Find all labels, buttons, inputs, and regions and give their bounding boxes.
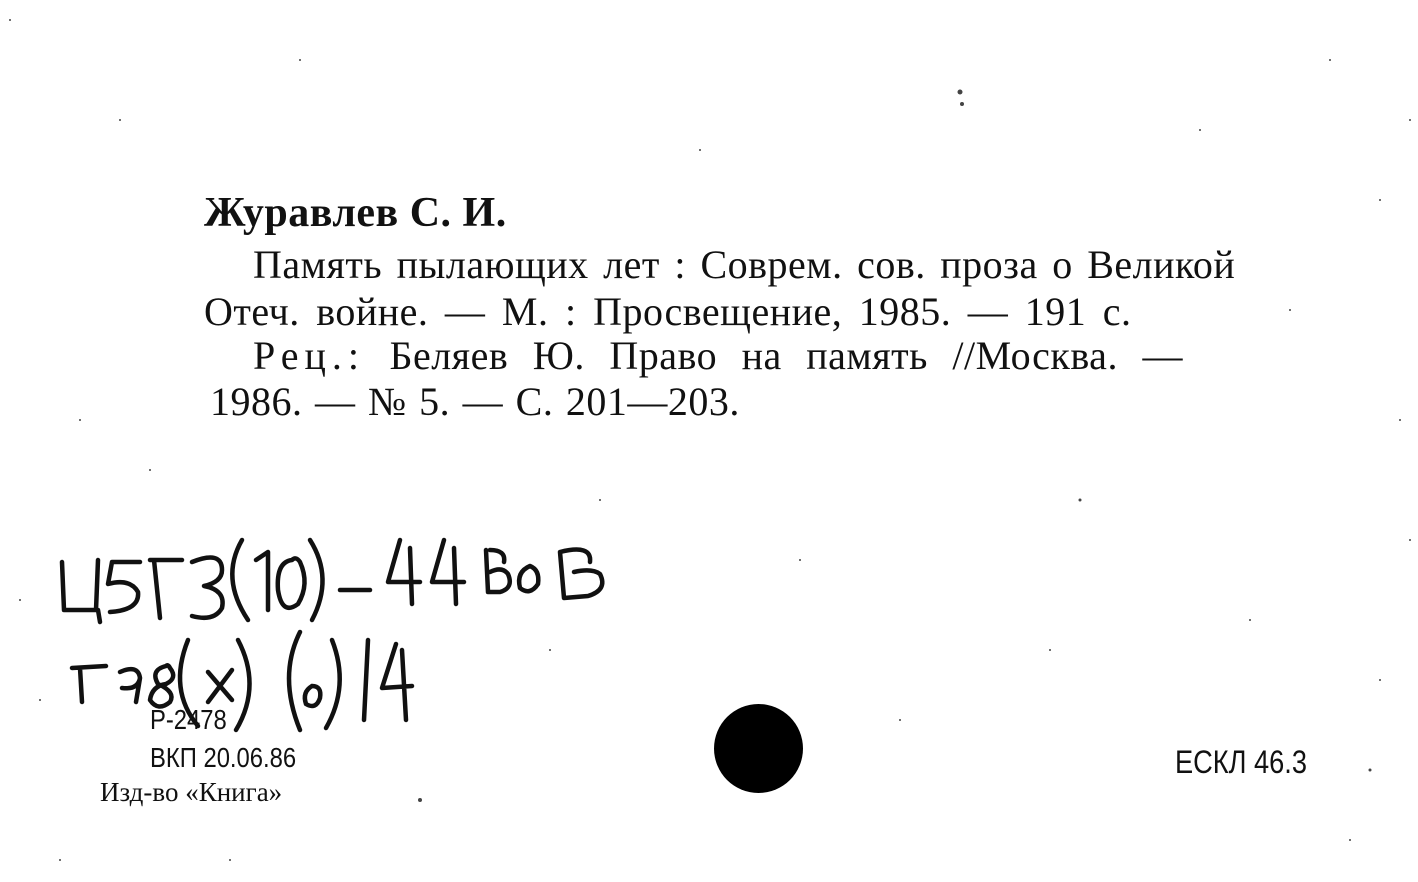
card-title-line: Память пылающих лет : Соврем. сов. проза о Великой bbox=[253, 242, 1236, 287]
review-text: Беляев Ю. Право на память //Москва. — bbox=[389, 333, 1183, 378]
card-imprint-line: Отеч. войне. — М. : Просвещение, 1985. — 191 с. bbox=[204, 289, 1132, 334]
handwritten-index-2 bbox=[72, 660, 78, 661]
review-label: Рец.: bbox=[253, 333, 365, 378]
card-vkp-date: ВКП 20.06.86 bbox=[150, 742, 297, 773]
card-eskl: ЕСКЛ 46.3 bbox=[1175, 744, 1307, 780]
card-code: Р-2478 bbox=[150, 704, 227, 735]
punch-hole bbox=[714, 704, 803, 793]
card-publisher: Изд-во «Книга» bbox=[100, 777, 283, 807]
card-author: Журавлев С. И. bbox=[204, 190, 507, 236]
handwritten-index-1 bbox=[62, 560, 71, 561]
card-review-source-line: 1986. — № 5. — С. 201—203. bbox=[210, 379, 740, 424]
